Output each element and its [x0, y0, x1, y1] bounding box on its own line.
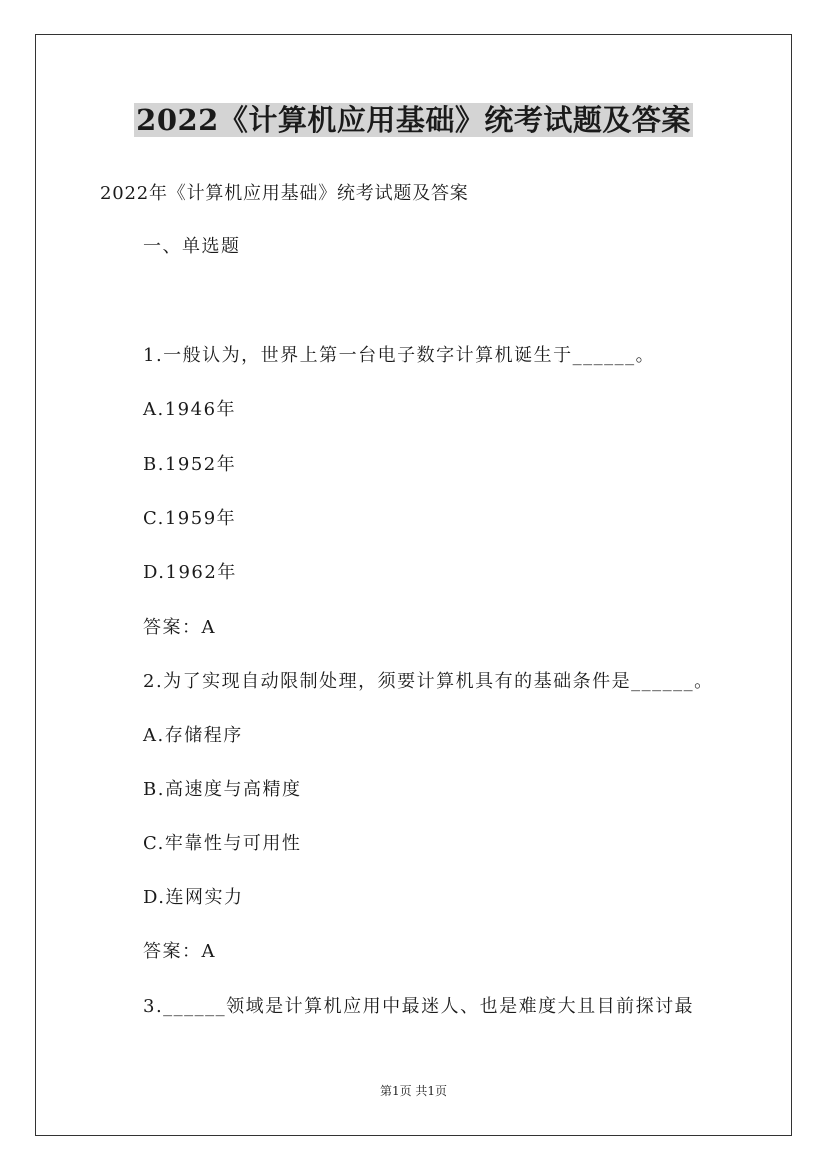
question-1: 1.一般认为，世界上第一台电子数字计算机诞生于______。 [143, 345, 656, 366]
document-subtitle: 2022年《计算机应用基础》统考试题及答案 [100, 183, 469, 204]
document-title [0, 100, 827, 140]
question-2-option-a: A.存储程序 [143, 725, 243, 746]
question-1-option-c: C.1959年 [143, 508, 237, 529]
question-1-answer: 答案：A [143, 617, 216, 638]
question-2: 2.为了实现自动限制处理，须要计算机具有的基础条件是______。 [143, 671, 714, 692]
document-title-text: 2022《计算机应用基础》统考试题及答案 [136, 103, 691, 137]
question-2-answer: 答案：A [143, 941, 216, 962]
question-1-option-d: D.1962年 [143, 562, 237, 583]
question-1-option-b: B.1952年 [143, 454, 237, 475]
section-heading: 一、单选题 [143, 236, 241, 257]
question-2-option-b: B.高速度与高精度 [143, 779, 302, 800]
question-2-option-d: D.连网实力 [143, 887, 244, 908]
question-3: 3.______领域是计算机应用中最迷人、也是难度大且目前探讨最 [143, 996, 695, 1017]
question-2-option-c: C.牢靠性与可用性 [143, 833, 302, 854]
question-1-option-a: A.1946年 [143, 399, 237, 420]
page-footer: 第1页 共1页 [379, 1084, 448, 1098]
